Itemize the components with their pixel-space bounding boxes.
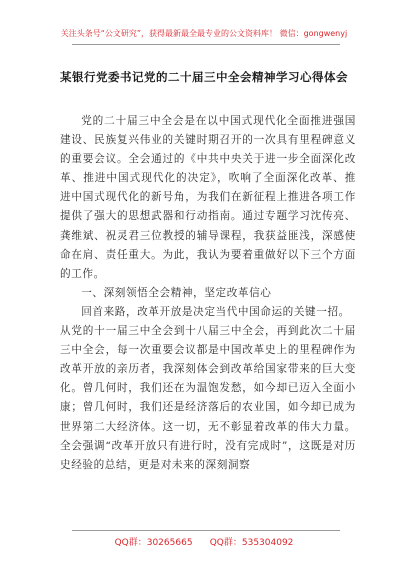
footer-divider (72, 530, 340, 531)
paragraph-section-1-lead: 回首来路，改革开放是决定当代中国命运的关键一招。 (81, 305, 350, 318)
document-body (60, 112, 356, 475)
footer-contact: QQ群：30265665 QQ群：535304092 (114, 538, 294, 548)
header-divider (72, 44, 340, 45)
paragraph-section-1-body: 从党的十一届三中全会到十八届三中全会，再到此次二十届三中全会，每一次重要会议都是中国改革史上的里程碑作为改革开放的亲历者，我深刻体会到改革给国家带来的巨大变化。曾几何时，我们还在为温饱发愁，如今却已迈入全面小康；曾几何时，我们还是经济落后的农业国，如今却已成为世界第二大经济体。这一切，无不彰显着改革的伟大力量。全会强调“改革开放只有进行时，没有完成时”，这既是对历史经验的总结，更是对未来的深刻洞察 (60, 325, 356, 471)
header-banner: 关注头条号“公文研究”，获得最新最全最专业的公文资料库！ 微信：gongwenyj (60, 29, 348, 38)
document-title: 某银行党委书记党的二十届三中全会精神学习心得体会 (60, 70, 348, 84)
section-heading-1: 一、深刻领悟全会精神，坚定改革信心 (81, 286, 272, 299)
paragraph-intro: 党的二十届三中全会是在以中国式现代化全面推进强国建设、民族复兴伟业的关键时期召开的一次具有里程碑意义的重要会议。全会通过的《中共中央关于进一步全面深化改革、推进中国式现代化的决定》，吹响了全面深化改革、推进中国式现代化的新号角，为我们在新征程上推进各项工作提供了强大的思想武器和行动指南。通过专题学习沈传亮、龚维斌、祝灵君三位教授的辅导课程，我获益匪浅，深感使命在肩、责任重大。为此，我认为要着重做好以下三个方面的工作。 (60, 115, 356, 280)
